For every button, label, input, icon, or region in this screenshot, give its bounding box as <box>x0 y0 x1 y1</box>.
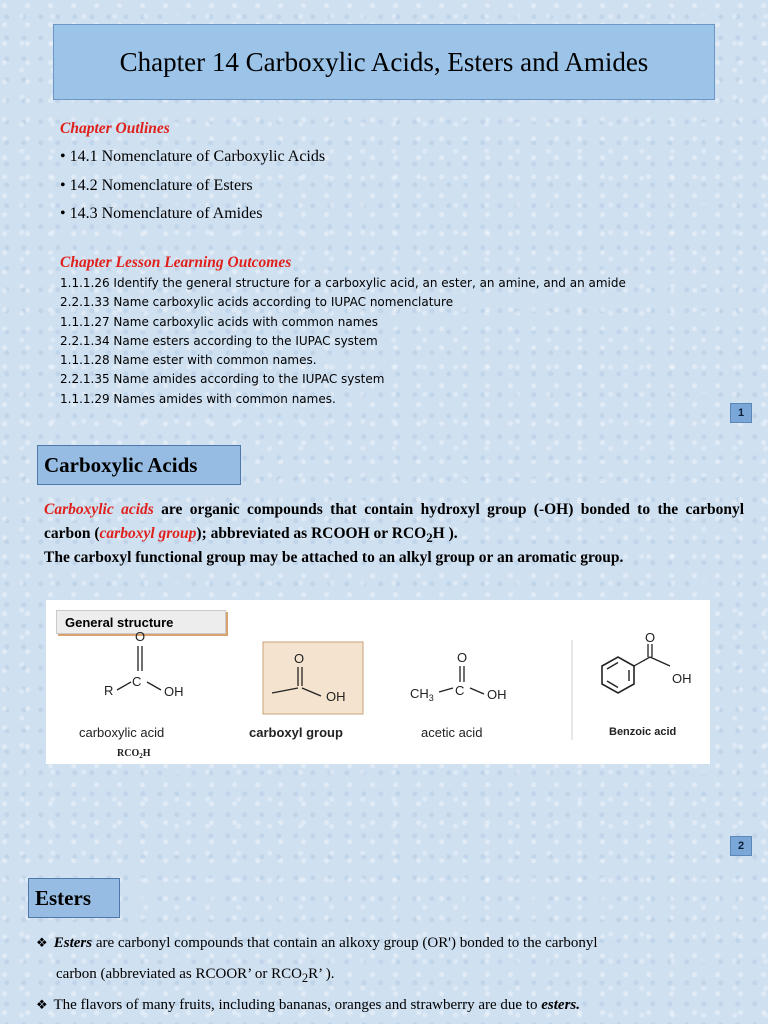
oxygen-label: O <box>645 630 656 645</box>
slide1-title-text: Chapter 14 Carboxylic Acids, Esters and Amides <box>119 46 649 77</box>
diamond-bullet-icon: ❖ <box>36 997 48 1012</box>
section-title-text: Carboxylic Acids <box>44 452 198 477</box>
outcomes-list <box>60 274 700 409</box>
esters-bullet-1-continued <box>56 966 768 986</box>
outcome-item: 1.1.1.27 Name carboxylic acids with common names <box>60 314 379 329</box>
structure-name: Benzoic acid <box>609 726 677 738</box>
term-carboxyl-group: carboxyl group <box>99 525 197 542</box>
bullet-text: carbon (abbreviated as RCOOR’ or RCO <box>56 966 302 982</box>
definition-text: H ). <box>432 525 458 542</box>
outcome-item: 2.2.1.35 Name amides according to the IUPAC system <box>60 372 385 387</box>
structures-drawing <box>46 600 710 764</box>
outlines-heading: Chapter Outlines <box>60 120 170 137</box>
structure-name: carboxyl group <box>249 725 343 740</box>
page-number-badge: 1 <box>730 403 752 423</box>
hydroxyl-label: OH <box>672 671 692 686</box>
carbon-label: C <box>132 674 142 689</box>
subscript: 2 <box>426 530 433 546</box>
carboxylic-definition-paragraph <box>44 498 744 550</box>
diamond-bullet-icon: ❖ <box>36 935 48 950</box>
methyl-label: $CH_3$ <box>410 686 434 703</box>
oxygen-label: O <box>294 651 305 666</box>
outline-item: • 14.3 Nomenclature of Amides <box>60 205 263 222</box>
page-number-badge: 2 <box>730 836 752 856</box>
outcome-item: 1.1.1.26 Identify the general structure for a carboxylic acid, an ester, an amine, and an amide <box>60 276 626 290</box>
outcomes-heading: Chapter Lesson Learning Outcomes <box>60 254 292 271</box>
carboxyl-attachment-paragraph: The carboxyl functional group may be attached to an alkyl group or an aromatic group. <box>44 549 624 566</box>
outcome-item: 2.2.1.34 Name esters according to the IUPAC system <box>60 333 378 348</box>
slide1-title <box>53 24 715 100</box>
outcome-item: 2.2.1.33 Name carboxylic acids according to IUPAC nomenclature <box>60 295 454 310</box>
esters-bullet-2 <box>36 997 756 1014</box>
general-structure-label: General structure <box>56 610 226 634</box>
carbon-label: C <box>455 683 465 698</box>
hydroxyl-label: OH <box>164 684 184 699</box>
outcome-item: 1.1.1.28 Name ester with common names. <box>60 353 317 368</box>
structure-name: carboxylic acid <box>79 725 165 740</box>
esters-bullet-1 <box>36 935 756 952</box>
section-title-esters <box>28 878 120 918</box>
bullet-text: The flavors of many fruits, including bananas, oranges and strawberry are due to <box>53 997 542 1013</box>
formula-label: $RCO_2H$ <box>117 748 151 760</box>
term-carboxylic-acids: Carboxylic acids <box>44 501 154 518</box>
definition-text: are organic compounds that contain hydroxyl group (-OH) bonded to the carbonyl carbon ( <box>44 501 745 542</box>
bullet-text: R’ ). <box>308 966 335 982</box>
subscript: 2 <box>301 971 309 985</box>
hydroxyl-label: OH <box>326 689 346 704</box>
outcome-item: 1.1.1.29 Names amides with common names. <box>60 391 336 406</box>
oxygen-label: O <box>135 629 146 644</box>
hydroxyl-label: OH <box>487 687 507 702</box>
term-esters: Esters <box>53 935 93 951</box>
structure-name: acetic acid <box>421 725 483 740</box>
section-title-carboxylic-acids <box>37 445 241 485</box>
oxygen-label: O <box>457 650 468 665</box>
outline-item: • 14.2 Nomenclature of Esters <box>60 177 253 194</box>
outline-item: • 14.1 Nomenclature of Carboxylic Acids <box>60 148 326 165</box>
r-group-label: R <box>104 683 114 698</box>
bullet-text: are carbonyl compounds that contain an alkoxy group (OR') bonded to the carbonyl <box>92 935 598 951</box>
section-title-text: Esters <box>35 885 91 910</box>
definition-text: ); abbreviated as RCOOH or RCO <box>196 525 427 542</box>
term-esters: esters. <box>541 997 580 1013</box>
general-structure-figure <box>46 600 710 764</box>
